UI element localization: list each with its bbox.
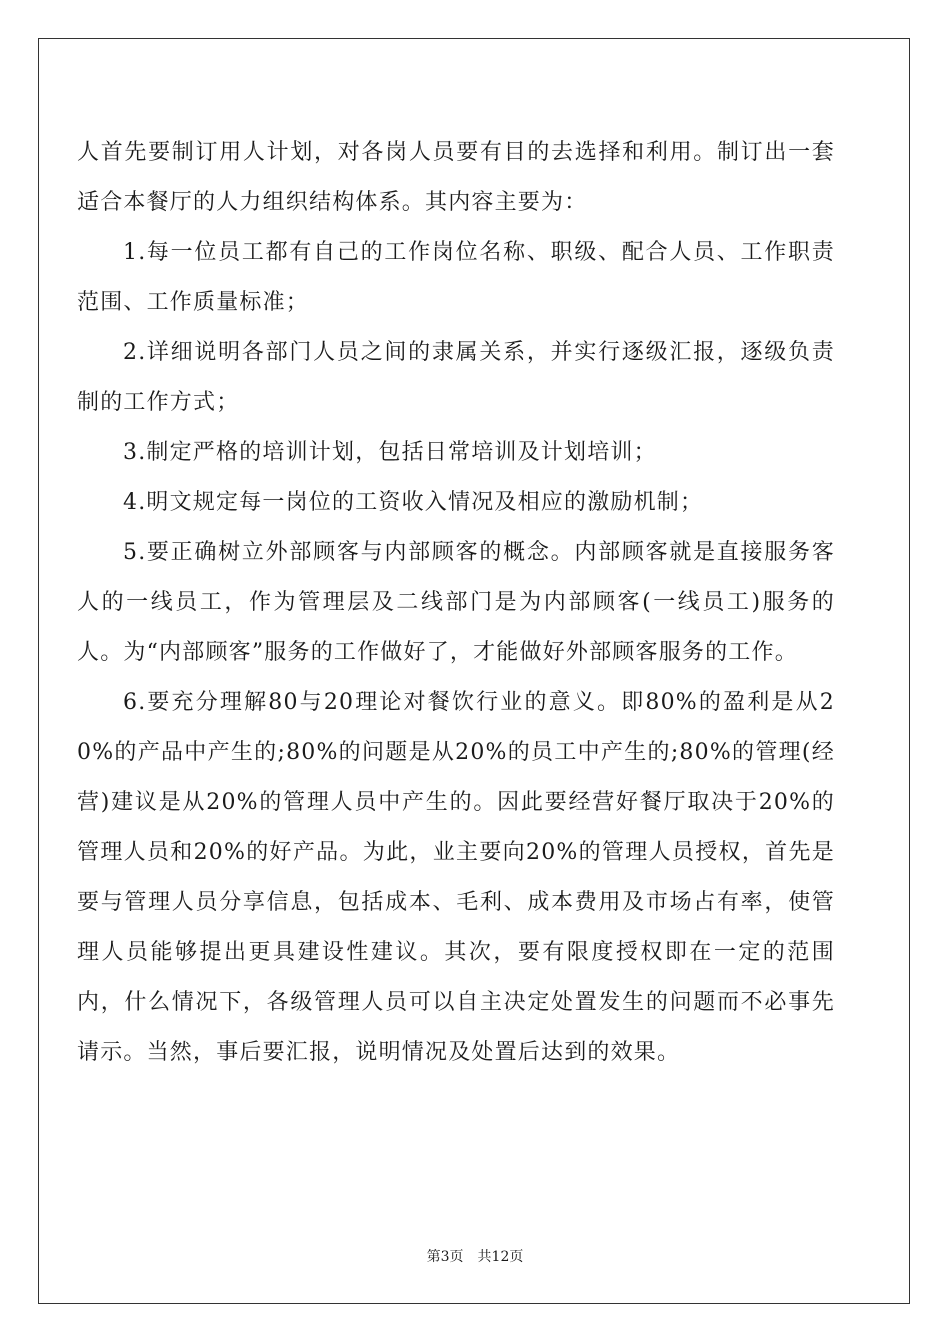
- paragraph-item-6: 6.要充分理解80与20理论对餐饮行业的意义。即80%的盈利是从20%的产品中产生的;80%的问题是从20%的员工中产生的;80%的管理(经营)建议是从20%的管理人员中产生的。因此要经营好餐厅取决于20%的管理人员和20%的好产品。为此，业主要向20%的管理人员授权，首先是要与管理人员分享信息，包括成本、毛利、成本费用及市场占有率，使管理人员能够提出更具建设性建议。其次，要有限度授权即在一定的范围内，什么情况下，各级管理人员可以自主决定处置发生的问题而不必事先请示。当然，事后要汇报，说明情况及处置后达到的效果。: [77, 690, 835, 1065]
- paragraph-item-5: 5.要正确树立外部顾客与内部顾客的概念。内部顾客就是直接服务客人的一线员工，作为管理层及二线部门是为内部顾客(一线员工)服务的人。为“内部顾客”服务的工作做好了，才能做好外部顾客服务的工作。: [77, 540, 835, 665]
- paragraph-intro: 人首先要制订用人计划，对各岗人员要有目的去选择和利用。制订出一套适合本餐厅的人力组织结构体系。其内容主要为：: [77, 140, 835, 215]
- page-number: 第3页: [426, 1249, 464, 1265]
- document-body: [77, 128, 835, 1078]
- total-pages: 共12页: [477, 1249, 524, 1265]
- page-footer: [0, 1248, 950, 1266]
- paragraph-item-1: 1.每一位员工都有自己的工作岗位名称、职级、配合人员、工作职责范围、工作质量标准；: [77, 240, 835, 315]
- paragraph-item-2: 2.详细说明各部门人员之间的隶属关系，并实行逐级汇报，逐级负责制的工作方式；: [77, 340, 835, 415]
- paragraph-item-3: 3.制定严格的培训计划，包括日常培训及计划培训；: [123, 440, 657, 465]
- paragraph-item-4: 4.明文规定每一岗位的工资收入情况及相应的激励机制；: [123, 490, 704, 515]
